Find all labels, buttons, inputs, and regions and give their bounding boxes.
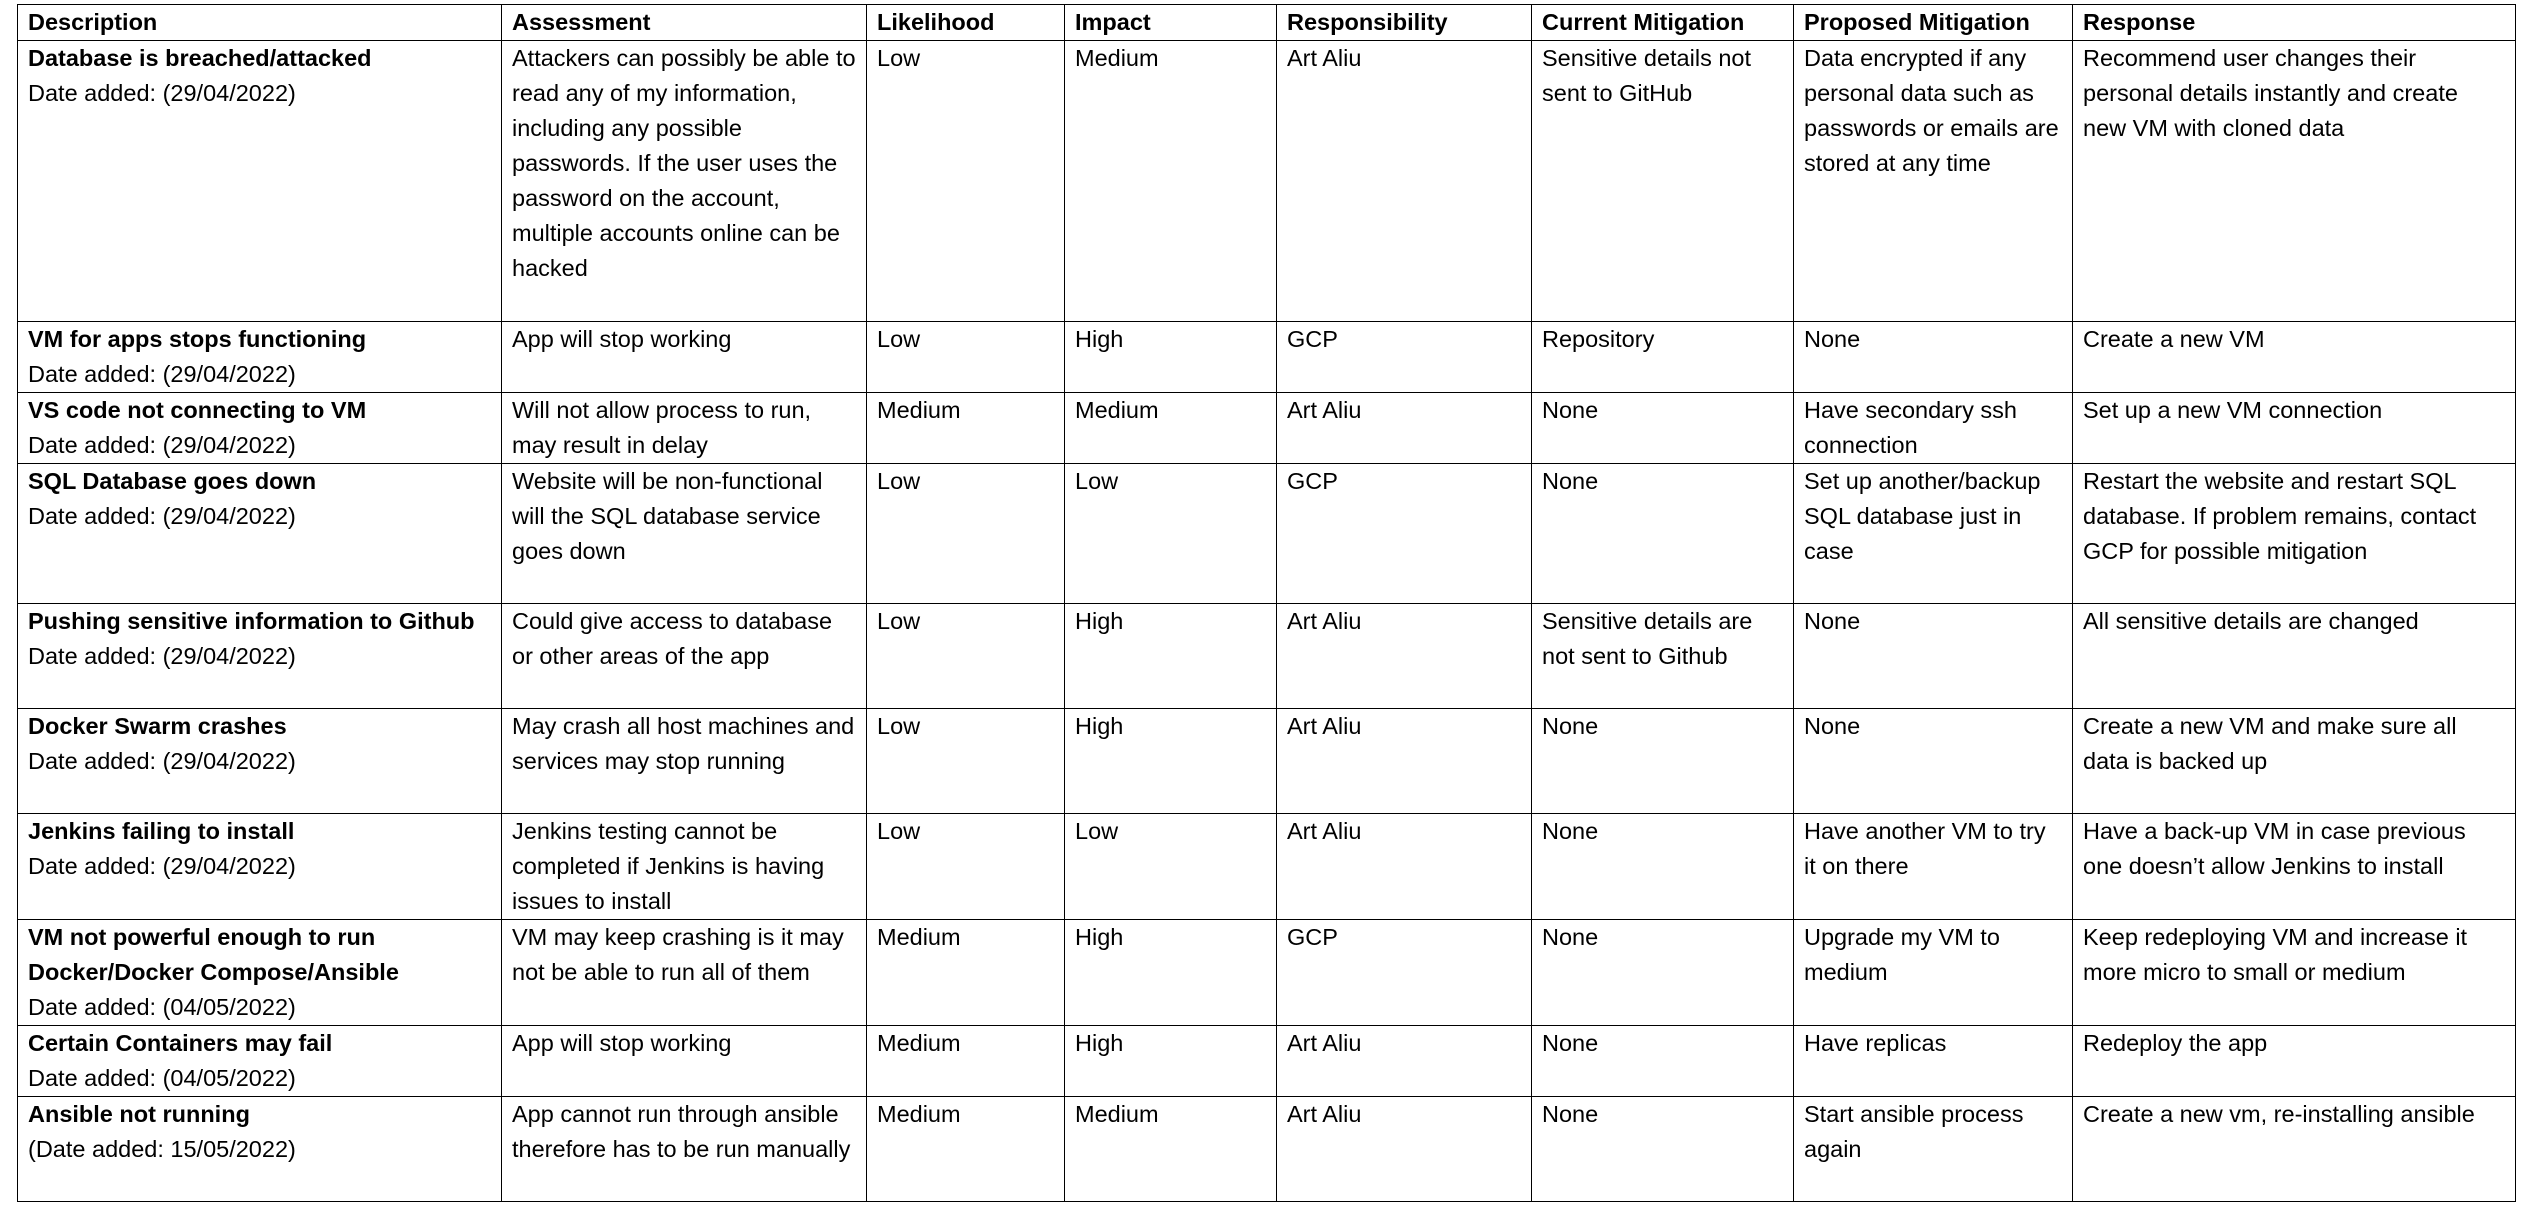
likelihood-cell: Low — [867, 41, 1065, 322]
responsibility-cell: GCP — [1277, 322, 1532, 393]
risk-title: SQL Database goes down — [28, 468, 317, 494]
description-cell — [18, 709, 502, 814]
impact-cell: High — [1065, 322, 1277, 393]
description-cell — [18, 41, 502, 322]
response-cell: Have a back-up VM in case previous one doesn’t allow Jenkins to install — [2073, 814, 2516, 920]
responsibility-cell: GCP — [1277, 920, 1532, 1026]
description-cell — [18, 1026, 502, 1097]
assessment-cell: Could give access to database or other areas of the app — [502, 604, 867, 709]
header-current-mitigation: Current Mitigation — [1532, 5, 1794, 41]
date-added: Date added: (29/04/2022) — [28, 853, 296, 879]
date-added: Date added: (29/04/2022) — [28, 361, 296, 387]
table-row — [18, 464, 2516, 604]
impact-cell: Low — [1065, 814, 1277, 920]
date-added: Date added: (04/05/2022) — [28, 1065, 296, 1091]
header-impact: Impact — [1065, 5, 1277, 41]
assessment-cell: Attackers can possibly be able to read any of my information, including any possible passwords. If the user uses the password on the account, multiple accounts online can be hacked — [502, 41, 867, 322]
table-row — [18, 920, 2516, 1026]
current-mitigation-cell: None — [1532, 1097, 1794, 1202]
current-mitigation-cell: Sensitive details not sent to GitHub — [1532, 41, 1794, 322]
response-cell: Create a new vm, re-installing ansible — [2073, 1097, 2516, 1202]
proposed-mitigation-cell: Set up another/backup SQL database just in case — [1794, 464, 2073, 604]
date-added: Date added: (29/04/2022) — [28, 432, 296, 458]
assessment-cell: May crash all host machines and services may stop running — [502, 709, 867, 814]
response-cell: Recommend user changes their personal details instantly and create new VM with cloned data — [2073, 41, 2516, 322]
description-cell — [18, 814, 502, 920]
risk-title: Pushing sensitive information to Github — [28, 608, 475, 634]
response-cell: Set up a new VM connection — [2073, 393, 2516, 464]
header-row — [18, 5, 2516, 41]
response-cell: Create a new VM — [2073, 322, 2516, 393]
date-added: Date added: (29/04/2022) — [28, 80, 296, 106]
likelihood-cell: Low — [867, 322, 1065, 393]
likelihood-cell: Medium — [867, 920, 1065, 1026]
current-mitigation-cell: None — [1532, 814, 1794, 920]
response-cell: Create a new VM and make sure all data is backed up — [2073, 709, 2516, 814]
likelihood-cell: Low — [867, 604, 1065, 709]
responsibility-cell: Art Aliu — [1277, 1026, 1532, 1097]
impact-cell: High — [1065, 920, 1277, 1026]
table-row — [18, 1097, 2516, 1202]
impact-cell: High — [1065, 709, 1277, 814]
current-mitigation-cell: None — [1532, 920, 1794, 1026]
responsibility-cell: Art Aliu — [1277, 814, 1532, 920]
risk-title: Jenkins failing to install — [28, 818, 295, 844]
risk-title: Certain Containers may fail — [28, 1030, 333, 1056]
proposed-mitigation-cell: Data encrypted if any personal data such as passwords or emails are stored at any time — [1794, 41, 2073, 322]
proposed-mitigation-cell: Have another VM to try it on there — [1794, 814, 2073, 920]
table-row — [18, 709, 2516, 814]
current-mitigation-cell: Sensitive details are not sent to Github — [1532, 604, 1794, 709]
likelihood-cell: Low — [867, 709, 1065, 814]
likelihood-cell: Medium — [867, 393, 1065, 464]
current-mitigation-cell: None — [1532, 393, 1794, 464]
responsibility-cell: Art Aliu — [1277, 604, 1532, 709]
risk-assessment-table — [17, 4, 2516, 1202]
responsibility-cell: GCP — [1277, 464, 1532, 604]
table-row — [18, 322, 2516, 393]
proposed-mitigation-cell: None — [1794, 709, 2073, 814]
assessment-cell: App will stop working — [502, 322, 867, 393]
date-added: (Date added: 15/05/2022) — [28, 1136, 296, 1162]
impact-cell: Medium — [1065, 1097, 1277, 1202]
description-cell — [18, 1097, 502, 1202]
assessment-cell: Jenkins testing cannot be completed if Jenkins is having issues to install — [502, 814, 867, 920]
table-row — [18, 1026, 2516, 1097]
table-row — [18, 393, 2516, 464]
table-row — [18, 604, 2516, 709]
assessment-cell: Website will be non-functional will the SQL database service goes down — [502, 464, 867, 604]
date-added: Date added: (29/04/2022) — [28, 503, 296, 529]
responsibility-cell: Art Aliu — [1277, 1097, 1532, 1202]
response-cell: All sensitive details are changed — [2073, 604, 2516, 709]
description-cell — [18, 322, 502, 393]
impact-cell: Low — [1065, 464, 1277, 604]
responsibility-cell: Art Aliu — [1277, 41, 1532, 322]
risk-title: VM for apps stops functioning — [28, 326, 367, 352]
assessment-cell: App cannot run through ansible therefore has to be run manually — [502, 1097, 867, 1202]
proposed-mitigation-cell: None — [1794, 604, 2073, 709]
date-added: Date added: (29/04/2022) — [28, 748, 296, 774]
risk-title: VM not powerful enough to run Docker/Docker Compose/Ansible — [28, 924, 399, 985]
table-row — [18, 814, 2516, 920]
current-mitigation-cell: None — [1532, 709, 1794, 814]
proposed-mitigation-cell: Have replicas — [1794, 1026, 2073, 1097]
proposed-mitigation-cell: Start ansible process again — [1794, 1097, 2073, 1202]
impact-cell: Medium — [1065, 41, 1277, 322]
assessment-cell: Will not allow process to run, may result in delay — [502, 393, 867, 464]
description-cell — [18, 393, 502, 464]
proposed-mitigation-cell: Have secondary ssh connection — [1794, 393, 2073, 464]
likelihood-cell: Medium — [867, 1026, 1065, 1097]
risk-title: VS code not connecting to VM — [28, 397, 367, 423]
likelihood-cell: Low — [867, 464, 1065, 604]
current-mitigation-cell: None — [1532, 464, 1794, 604]
response-cell: Redeploy the app — [2073, 1026, 2516, 1097]
response-cell: Restart the website and restart SQL database. If problem remains, contact GCP for possible mitigation — [2073, 464, 2516, 604]
current-mitigation-cell: Repository — [1532, 322, 1794, 393]
response-cell: Keep redeploying VM and increase it more micro to small or medium — [2073, 920, 2516, 1026]
description-cell — [18, 920, 502, 1026]
header-likelihood: Likelihood — [867, 5, 1065, 41]
impact-cell: Medium — [1065, 393, 1277, 464]
likelihood-cell: Low — [867, 814, 1065, 920]
header-description: Description — [18, 5, 502, 41]
header-assessment: Assessment — [502, 5, 867, 41]
impact-cell: High — [1065, 1026, 1277, 1097]
responsibility-cell: Art Aliu — [1277, 393, 1532, 464]
risk-title: Database is breached/attacked — [28, 45, 372, 71]
header-response: Response — [2073, 5, 2516, 41]
risk-title: Ansible not running — [28, 1101, 250, 1127]
header-proposed-mitigation: Proposed Mitigation — [1794, 5, 2073, 41]
header-responsibility: Responsibility — [1277, 5, 1532, 41]
assessment-cell: VM may keep crashing is it may not be able to run all of them — [502, 920, 867, 1026]
assessment-cell: App will stop working — [502, 1026, 867, 1097]
risk-title: Docker Swarm crashes — [28, 713, 287, 739]
impact-cell: High — [1065, 604, 1277, 709]
proposed-mitigation-cell: Upgrade my VM to medium — [1794, 920, 2073, 1026]
proposed-mitigation-cell: None — [1794, 322, 2073, 393]
date-added: Date added: (29/04/2022) — [28, 643, 296, 669]
description-cell — [18, 604, 502, 709]
current-mitigation-cell: None — [1532, 1026, 1794, 1097]
responsibility-cell: Art Aliu — [1277, 709, 1532, 814]
description-cell — [18, 464, 502, 604]
likelihood-cell: Medium — [867, 1097, 1065, 1202]
date-added: Date added: (04/05/2022) — [28, 994, 296, 1020]
table-row — [18, 41, 2516, 322]
